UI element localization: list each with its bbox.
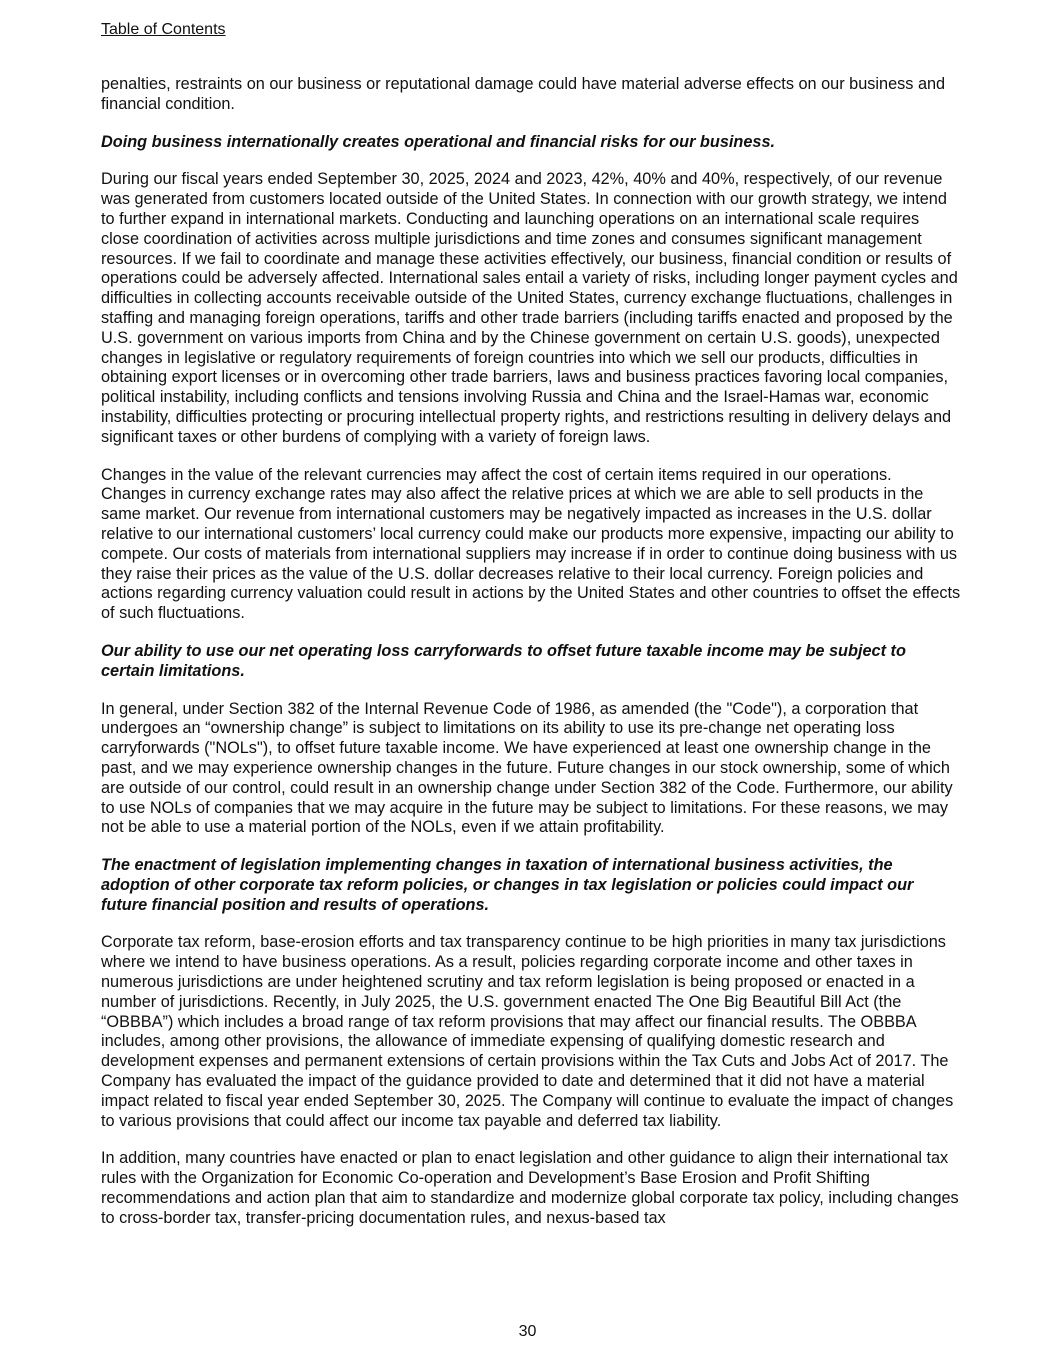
- body-paragraph: penalties, restraints on our business or reputational damage could have material adverse effects on our business and financial condition.: [101, 75, 946, 113]
- body-paragraph: Corporate tax reform, base-erosion efforts and tax transparency continue to be high priorities in many tax jurisdictions where we intend to have business operations. As a result, policies regarding corporate income and other taxes in numerous jurisdictions are under heightened scrutiny and tax reform legislation is being proposed or enacted in a number of jurisdictions. Recently, in July 2025, the U.S. government enacted The One Big Beautiful Bill Act (the “OBBBA”) which includes a broad range of tax reform provisions that may affect our financial results. The OBBBA includes, among other provisions, the allowance of immediate expensing of qualifying domestic research and development expenses and permanent extensions of certain provisions within the Tax Cuts and Jobs Act of 2017. The Company has evaluated the impact of the guidance provided to date and determined that it did not have a material impact related to fiscal year ended September 30, 2025. The Company will continue to evaluate the impact of changes to various provisions that could affect our income tax payable and deferred tax liability.: [101, 933, 954, 1130]
- document-body: [101, 75, 961, 1247]
- body-paragraph: Changes in the value of the relevant currencies may affect the cost of certain items required in our operations. Changes in currency exchange rates may also affect the relative prices at which we are able to sell products in the same market. Our revenue from international customers may be negatively impacted as increases in the U.S. dollar relative to our international customers’ local currency could make our products more expensive, impacting our ability to compete. Our costs of materials from international suppliers may increase if in order to continue doing business with us they raise their prices as the value of the U.S. dollar decreases relative to their local currency. Foreign policies and actions regarding currency valuation could result in actions by the United States and other countries to offset the effects of such fluctuations.: [101, 465, 961, 623]
- body-paragraph: In general, under Section 382 of the Internal Revenue Code of 1986, as amended (the "Code"), a corporation that undergoes an “ownership change” is subject to limitations on its ability to use its pre-change net operating loss carryforwards ("NOLs"), to offset future taxable income. We have experienced at least one ownership change in the past, and we may experience ownership changes in the future. Future changes in our stock ownership, some of which are outside of our control, could result in an ownership change under Section 382 of the Code. Furthermore, our ability to use NOLs of companies that we may acquire in the future may be subject to limitations. For these reasons, we may not be able to use a material portion of the NOLs, even if we attain profitability.: [101, 699, 953, 837]
- body-paragraph: During our fiscal years ended September 30, 2025, 2024 and 2023, 42%, 40% and 40%, respectively, of our revenue was generated from customers located outside of the United States. In connection with our growth strategy, we intend to further expand in international markets. Conducting and launching operations on an international scale requires close coordination of activities across multiple jurisdictions and time zones and consumes significant management resources. If we fail to coordinate and manage these activities effectively, our business, financial condition or results of operations could be adversely affected. International sales entail a variety of risks, including longer payment cycles and difficulties in collecting accounts receivable outside of the United States, currency exchange fluctuations, challenges in staffing and managing foreign operations, tariffs and other trade barriers (including tariffs enacted and proposed by the U.S. government on various imports from China and by the Chinese government on certain U.S. goods), unexpected changes in legislative or regulatory requirements of foreign countries into which we sell our products, difficulties in obtaining export licenses or in overcoming other trade barriers, laws and business practices favoring local companies, political instability, including conflicts and tensions involving Russia and China and the Israel-Hamas war, economic instability, difficulties protecting or procuring intellectual property rights, and restrictions resulting in delivery delays and significant taxes or other burdens of complying with a variety of foreign laws.: [101, 170, 958, 446]
- table-of-contents-link[interactable]: Table of Contents: [101, 21, 226, 38]
- page-number: 30: [518, 1323, 537, 1340]
- risk-factor-heading: Doing business internationally creates operational and financial risks for our business.: [101, 132, 776, 151]
- risk-factor-heading: Our ability to use our net operating loss carryforwards to offset future taxable income may be subject to certain limitations.: [101, 641, 906, 680]
- risk-factor-heading: The enactment of legislation implementing changes in taxation of international business activities, the adoption of other corporate tax reform policies, or changes in tax legislation or policies could impact our future financial position and results of operations.: [101, 856, 914, 914]
- body-paragraph: In addition, many countries have enacted or plan to enact legislation and other guidance to align their international tax rules with the Organization for Economic Co-operation and Development’s Base Erosion and Profit Shifting recommendations and action plan that aim to standardize and modernize global corporate tax policy, including changes to cross-border tax, transfer-pricing documentation rules, and nexus-based tax: [101, 1149, 959, 1227]
